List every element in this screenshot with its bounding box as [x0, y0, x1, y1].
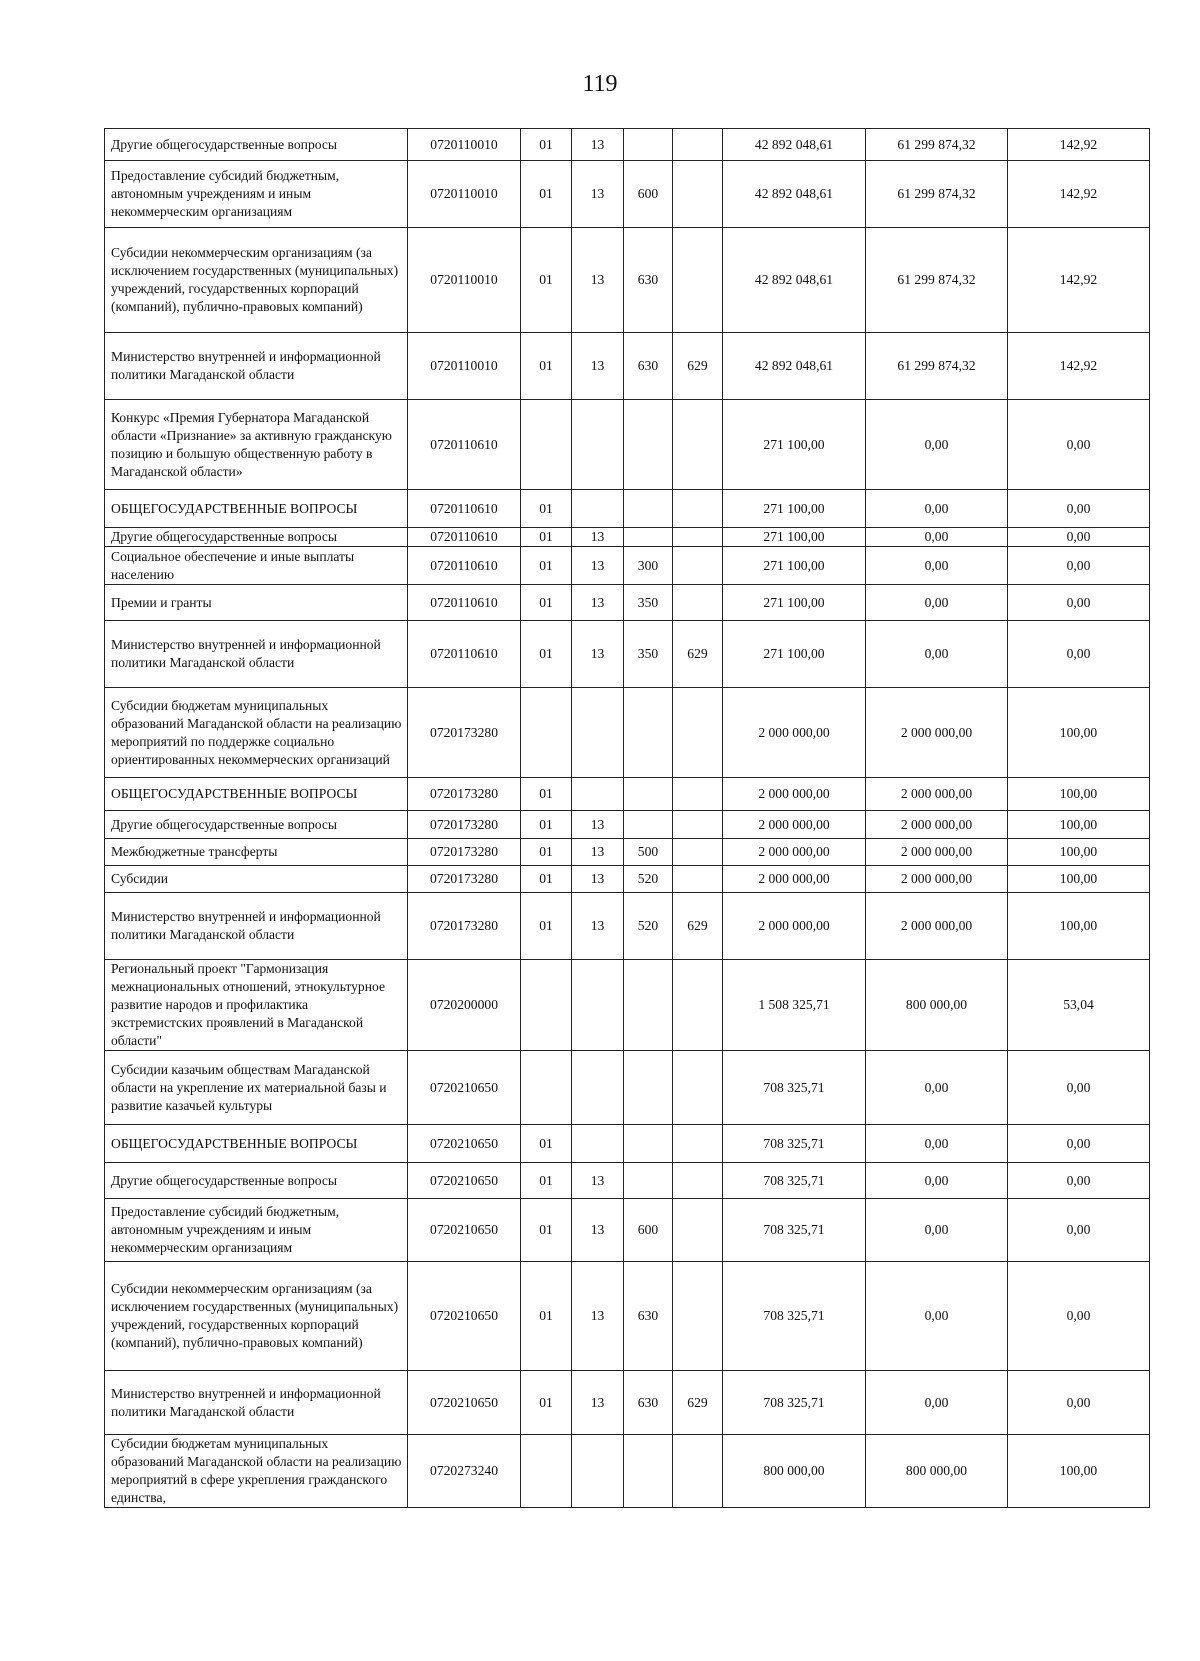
- row-percent-cell: 0,00: [1008, 400, 1150, 490]
- row-plan-cell: 2 000 000,00: [723, 866, 866, 893]
- row-percent-cell: 0,00: [1008, 490, 1150, 528]
- row-code-cell: 0720173280: [408, 778, 521, 811]
- row-admin-cell: [673, 960, 723, 1051]
- row-code-cell: 0720110610: [408, 621, 521, 688]
- row-section-cell: 01: [521, 547, 572, 585]
- row-admin-cell: [673, 1125, 723, 1163]
- row-expense-type-cell: 350: [624, 585, 673, 621]
- row-admin-cell: [673, 1051, 723, 1125]
- row-expense-type-cell: [624, 490, 673, 528]
- row-code-cell: 0720210650: [408, 1262, 521, 1371]
- row-subsection-cell: 13: [572, 228, 624, 333]
- row-percent-cell: 142,92: [1008, 333, 1150, 400]
- row-percent-cell: 100,00: [1008, 839, 1150, 866]
- row-section-cell: 01: [521, 893, 572, 960]
- row-percent-cell: 100,00: [1008, 1435, 1150, 1508]
- table-row: [105, 528, 1150, 547]
- row-fact-cell: 61 299 874,32: [866, 129, 1008, 161]
- row-section-cell: 01: [521, 778, 572, 811]
- row-percent-cell: 0,00: [1008, 1163, 1150, 1199]
- row-code-cell: 0720110010: [408, 228, 521, 333]
- row-percent-cell: 0,00: [1008, 1199, 1150, 1262]
- row-code-cell: 0720110010: [408, 333, 521, 400]
- row-plan-cell: 708 325,71: [723, 1199, 866, 1262]
- row-fact-cell: 800 000,00: [866, 1435, 1008, 1508]
- row-code-cell: 0720110610: [408, 547, 521, 585]
- row-expense-type-cell: [624, 960, 673, 1051]
- row-name-cell: Другие общегосударственные вопросы: [105, 528, 408, 547]
- row-code-cell: 0720110610: [408, 490, 521, 528]
- row-subsection-cell: 13: [572, 839, 624, 866]
- row-plan-cell: 708 325,71: [723, 1125, 866, 1163]
- row-expense-type-cell: 520: [624, 866, 673, 893]
- table-row: [105, 893, 1150, 960]
- row-subsection-cell: [572, 688, 624, 778]
- row-percent-cell: 0,00: [1008, 1262, 1150, 1371]
- table-row: [105, 839, 1150, 866]
- row-plan-cell: 271 100,00: [723, 528, 866, 547]
- row-code-cell: 0720173280: [408, 688, 521, 778]
- row-section-cell: 01: [521, 621, 572, 688]
- row-admin-cell: 629: [673, 333, 723, 400]
- row-subsection-cell: [572, 960, 624, 1051]
- row-expense-type-cell: 300: [624, 547, 673, 585]
- row-expense-type-cell: 600: [624, 1199, 673, 1262]
- row-name-cell: Субсидии: [105, 866, 408, 893]
- row-subsection-cell: 13: [572, 811, 624, 839]
- row-fact-cell: 2 000 000,00: [866, 866, 1008, 893]
- row-code-cell: 0720110610: [408, 585, 521, 621]
- row-expense-type-cell: 630: [624, 228, 673, 333]
- row-admin-cell: [673, 528, 723, 547]
- row-code-cell: 0720210650: [408, 1163, 521, 1199]
- row-percent-cell: 100,00: [1008, 778, 1150, 811]
- table-row: [105, 866, 1150, 893]
- row-plan-cell: 2 000 000,00: [723, 778, 866, 811]
- row-fact-cell: 2 000 000,00: [866, 778, 1008, 811]
- row-plan-cell: 2 000 000,00: [723, 893, 866, 960]
- row-name-cell: Субсидии бюджетам муниципальных образований Магаданской области на реализацию мероприятий по поддержке социально ориентированных некоммерческих организаций: [105, 688, 408, 778]
- row-fact-cell: 0,00: [866, 1163, 1008, 1199]
- row-subsection-cell: 13: [572, 161, 624, 228]
- row-section-cell: 01: [521, 528, 572, 547]
- row-expense-type-cell: [624, 129, 673, 161]
- row-section-cell: [521, 400, 572, 490]
- row-expense-type-cell: 600: [624, 161, 673, 228]
- row-section-cell: 01: [521, 228, 572, 333]
- row-name-cell: Премии и гранты: [105, 585, 408, 621]
- row-section-cell: 01: [521, 1163, 572, 1199]
- row-expense-type-cell: [624, 1163, 673, 1199]
- row-fact-cell: 0,00: [866, 400, 1008, 490]
- row-name-cell: Другие общегосударственные вопросы: [105, 811, 408, 839]
- row-percent-cell: 100,00: [1008, 893, 1150, 960]
- row-admin-cell: [673, 400, 723, 490]
- row-admin-cell: [673, 1262, 723, 1371]
- row-fact-cell: 2 000 000,00: [866, 839, 1008, 866]
- row-fact-cell: 0,00: [866, 585, 1008, 621]
- row-plan-cell: 800 000,00: [723, 1435, 866, 1508]
- row-percent-cell: 0,00: [1008, 1051, 1150, 1125]
- row-admin-cell: [673, 839, 723, 866]
- row-code-cell: 0720210650: [408, 1199, 521, 1262]
- table-row: [105, 1371, 1150, 1435]
- row-name-cell: Министерство внутренней и информационной политики Магаданской области: [105, 893, 408, 960]
- row-plan-cell: 42 892 048,61: [723, 161, 866, 228]
- row-percent-cell: 0,00: [1008, 547, 1150, 585]
- row-fact-cell: 0,00: [866, 490, 1008, 528]
- table-row: [105, 400, 1150, 490]
- row-subsection-cell: 13: [572, 547, 624, 585]
- row-subsection-cell: [572, 1125, 624, 1163]
- row-expense-type-cell: [624, 688, 673, 778]
- row-expense-type-cell: 500: [624, 839, 673, 866]
- table-row: [105, 778, 1150, 811]
- row-percent-cell: 100,00: [1008, 866, 1150, 893]
- row-percent-cell: 100,00: [1008, 811, 1150, 839]
- row-code-cell: 0720210650: [408, 1371, 521, 1435]
- row-name-cell: Конкурс «Премия Губернатора Магаданской области «Признание» за активную гражданскую позицию и большую общественную работу в Магаданской области»: [105, 400, 408, 490]
- table-row: [105, 228, 1150, 333]
- row-percent-cell: 142,92: [1008, 228, 1150, 333]
- row-admin-cell: [673, 688, 723, 778]
- table-row: [105, 1125, 1150, 1163]
- row-plan-cell: 708 325,71: [723, 1051, 866, 1125]
- row-section-cell: 01: [521, 333, 572, 400]
- row-name-cell: Региональный проект "Гармонизация межнациональных отношений, этнокультурное развитие народов и профилактика экстремистских проявлений в Магаданской области": [105, 960, 408, 1051]
- row-admin-cell: [673, 778, 723, 811]
- row-plan-cell: 708 325,71: [723, 1163, 866, 1199]
- table-row: [105, 960, 1150, 1051]
- row-fact-cell: 61 299 874,32: [866, 228, 1008, 333]
- row-expense-type-cell: 350: [624, 621, 673, 688]
- row-admin-cell: 629: [673, 893, 723, 960]
- row-subsection-cell: 13: [572, 866, 624, 893]
- row-section-cell: 01: [521, 839, 572, 866]
- row-fact-cell: 2 000 000,00: [866, 893, 1008, 960]
- row-plan-cell: 1 508 325,71: [723, 960, 866, 1051]
- row-percent-cell: 0,00: [1008, 1125, 1150, 1163]
- row-admin-cell: 629: [673, 621, 723, 688]
- row-plan-cell: 271 100,00: [723, 621, 866, 688]
- row-expense-type-cell: [624, 1125, 673, 1163]
- row-name-cell: Министерство внутренней и информационной политики Магаданской области: [105, 1371, 408, 1435]
- row-expense-type-cell: 630: [624, 1262, 673, 1371]
- row-admin-cell: [673, 811, 723, 839]
- table-row: [105, 333, 1150, 400]
- row-percent-cell: 142,92: [1008, 161, 1150, 228]
- row-code-cell: 0720200000: [408, 960, 521, 1051]
- row-code-cell: 0720110010: [408, 161, 521, 228]
- row-subsection-cell: 13: [572, 333, 624, 400]
- row-name-cell: Субсидии некоммерческим организациям (за исключением государственных (муниципальных) учреждений, государственных корпораций (компаний), публично-правовых компаний): [105, 228, 408, 333]
- row-subsection-cell: 13: [572, 528, 624, 547]
- row-admin-cell: [673, 490, 723, 528]
- row-plan-cell: 271 100,00: [723, 490, 866, 528]
- row-admin-cell: 629: [673, 1371, 723, 1435]
- row-code-cell: 0720110610: [408, 528, 521, 547]
- row-percent-cell: 53,04: [1008, 960, 1150, 1051]
- table-row: [105, 129, 1150, 161]
- table-row: [105, 621, 1150, 688]
- row-expense-type-cell: [624, 528, 673, 547]
- row-code-cell: 0720210650: [408, 1051, 521, 1125]
- row-subsection-cell: 13: [572, 1199, 624, 1262]
- row-code-cell: 0720273240: [408, 1435, 521, 1508]
- row-subsection-cell: 13: [572, 893, 624, 960]
- row-fact-cell: 0,00: [866, 1051, 1008, 1125]
- row-section-cell: 01: [521, 1262, 572, 1371]
- row-plan-cell: 2 000 000,00: [723, 811, 866, 839]
- row-name-cell: Другие общегосударственные вопросы: [105, 1163, 408, 1199]
- row-code-cell: 0720173280: [408, 866, 521, 893]
- row-subsection-cell: 13: [572, 621, 624, 688]
- row-section-cell: 01: [521, 1199, 572, 1262]
- row-name-cell: Предоставление субсидий бюджетным, автономным учреждениям и иным некоммерческим организациям: [105, 1199, 408, 1262]
- row-expense-type-cell: [624, 1435, 673, 1508]
- row-expense-type-cell: 630: [624, 1371, 673, 1435]
- row-expense-type-cell: [624, 1051, 673, 1125]
- row-percent-cell: 142,92: [1008, 129, 1150, 161]
- row-admin-cell: [673, 129, 723, 161]
- row-fact-cell: 0,00: [866, 528, 1008, 547]
- row-section-cell: 01: [521, 129, 572, 161]
- row-subsection-cell: [572, 1435, 624, 1508]
- row-admin-cell: [673, 1163, 723, 1199]
- row-fact-cell: 2 000 000,00: [866, 688, 1008, 778]
- row-section-cell: 01: [521, 490, 572, 528]
- row-section-cell: [521, 688, 572, 778]
- row-name-cell: Субсидии казачьим обществам Магаданской области на укрепление их материальной базы и развитие казачьей культуры: [105, 1051, 408, 1125]
- row-name-cell: Межбюджетные трансферты: [105, 839, 408, 866]
- row-subsection-cell: [572, 778, 624, 811]
- row-admin-cell: [673, 1199, 723, 1262]
- row-plan-cell: 708 325,71: [723, 1262, 866, 1371]
- table-row: [105, 547, 1150, 585]
- table-row: [105, 1163, 1150, 1199]
- row-section-cell: 01: [521, 585, 572, 621]
- table-row: [105, 1262, 1150, 1371]
- budget-table: [104, 128, 1150, 1508]
- row-admin-cell: [673, 547, 723, 585]
- row-code-cell: 0720110010: [408, 129, 521, 161]
- row-expense-type-cell: 520: [624, 893, 673, 960]
- row-name-cell: ОБЩЕГОСУДАРСТВЕННЫЕ ВОПРОСЫ: [105, 1125, 408, 1163]
- row-fact-cell: 0,00: [866, 621, 1008, 688]
- table-body: [105, 129, 1150, 1508]
- row-expense-type-cell: 630: [624, 333, 673, 400]
- row-subsection-cell: 13: [572, 1262, 624, 1371]
- row-section-cell: [521, 960, 572, 1051]
- row-subsection-cell: 13: [572, 1371, 624, 1435]
- row-fact-cell: 0,00: [866, 1262, 1008, 1371]
- row-percent-cell: 0,00: [1008, 1371, 1150, 1435]
- row-admin-cell: [673, 866, 723, 893]
- row-name-cell: Социальное обеспечение и иные выплаты населению: [105, 547, 408, 585]
- row-admin-cell: [673, 161, 723, 228]
- row-expense-type-cell: [624, 400, 673, 490]
- row-percent-cell: 0,00: [1008, 585, 1150, 621]
- row-plan-cell: 42 892 048,61: [723, 333, 866, 400]
- row-fact-cell: 800 000,00: [866, 960, 1008, 1051]
- row-code-cell: 0720173280: [408, 839, 521, 866]
- row-admin-cell: [673, 1435, 723, 1508]
- row-subsection-cell: [572, 490, 624, 528]
- row-section-cell: [521, 1435, 572, 1508]
- row-fact-cell: 0,00: [866, 1371, 1008, 1435]
- row-name-cell: Субсидии некоммерческим организациям (за исключением государственных (муниципальных) учреждений, государственных корпораций (компаний), публично-правовых компаний): [105, 1262, 408, 1371]
- table-row: [105, 585, 1150, 621]
- row-admin-cell: [673, 585, 723, 621]
- row-fact-cell: 0,00: [866, 547, 1008, 585]
- table-row: [105, 161, 1150, 228]
- row-plan-cell: 271 100,00: [723, 547, 866, 585]
- row-section-cell: [521, 1051, 572, 1125]
- row-section-cell: 01: [521, 866, 572, 893]
- row-code-cell: 0720173280: [408, 893, 521, 960]
- row-subsection-cell: 13: [572, 585, 624, 621]
- row-code-cell: 0720210650: [408, 1125, 521, 1163]
- table-row: [105, 811, 1150, 839]
- table-row: [105, 1199, 1150, 1262]
- row-fact-cell: 0,00: [866, 1199, 1008, 1262]
- row-plan-cell: 271 100,00: [723, 585, 866, 621]
- row-fact-cell: 61 299 874,32: [866, 161, 1008, 228]
- row-name-cell: Субсидии бюджетам муниципальных образований Магаданской области на реализацию мероприятий в сфере укрепления гражданского единства,: [105, 1435, 408, 1508]
- row-fact-cell: 0,00: [866, 1125, 1008, 1163]
- row-fact-cell: 2 000 000,00: [866, 811, 1008, 839]
- row-name-cell: ОБЩЕГОСУДАРСТВЕННЫЕ ВОПРОСЫ: [105, 490, 408, 528]
- row-plan-cell: 42 892 048,61: [723, 228, 866, 333]
- row-section-cell: 01: [521, 1371, 572, 1435]
- page-number: 119: [582, 71, 618, 97]
- row-name-cell: Другие общегосударственные вопросы: [105, 129, 408, 161]
- row-plan-cell: 271 100,00: [723, 400, 866, 490]
- row-code-cell: 0720110610: [408, 400, 521, 490]
- row-percent-cell: 100,00: [1008, 688, 1150, 778]
- row-section-cell: 01: [521, 161, 572, 228]
- row-name-cell: Предоставление субсидий бюджетным, автономным учреждениям и иным некоммерческим организациям: [105, 161, 408, 228]
- table-row: [105, 1051, 1150, 1125]
- row-plan-cell: 2 000 000,00: [723, 688, 866, 778]
- row-plan-cell: 42 892 048,61: [723, 129, 866, 161]
- table-row: [105, 1435, 1150, 1508]
- table-row: [105, 688, 1150, 778]
- row-admin-cell: [673, 228, 723, 333]
- row-section-cell: 01: [521, 1125, 572, 1163]
- row-plan-cell: 2 000 000,00: [723, 839, 866, 866]
- row-plan-cell: 708 325,71: [723, 1371, 866, 1435]
- row-expense-type-cell: [624, 778, 673, 811]
- row-section-cell: 01: [521, 811, 572, 839]
- row-name-cell: ОБЩЕГОСУДАРСТВЕННЫЕ ВОПРОСЫ: [105, 778, 408, 811]
- row-subsection-cell: 13: [572, 129, 624, 161]
- table-row: [105, 490, 1150, 528]
- row-name-cell: Министерство внутренней и информационной политики Магаданской области: [105, 333, 408, 400]
- row-fact-cell: 61 299 874,32: [866, 333, 1008, 400]
- row-subsection-cell: [572, 1051, 624, 1125]
- row-percent-cell: 0,00: [1008, 528, 1150, 547]
- row-percent-cell: 0,00: [1008, 621, 1150, 688]
- row-subsection-cell: [572, 400, 624, 490]
- row-expense-type-cell: [624, 811, 673, 839]
- row-subsection-cell: 13: [572, 1163, 624, 1199]
- row-code-cell: 0720173280: [408, 811, 521, 839]
- row-name-cell: Министерство внутренней и информационной политики Магаданской области: [105, 621, 408, 688]
